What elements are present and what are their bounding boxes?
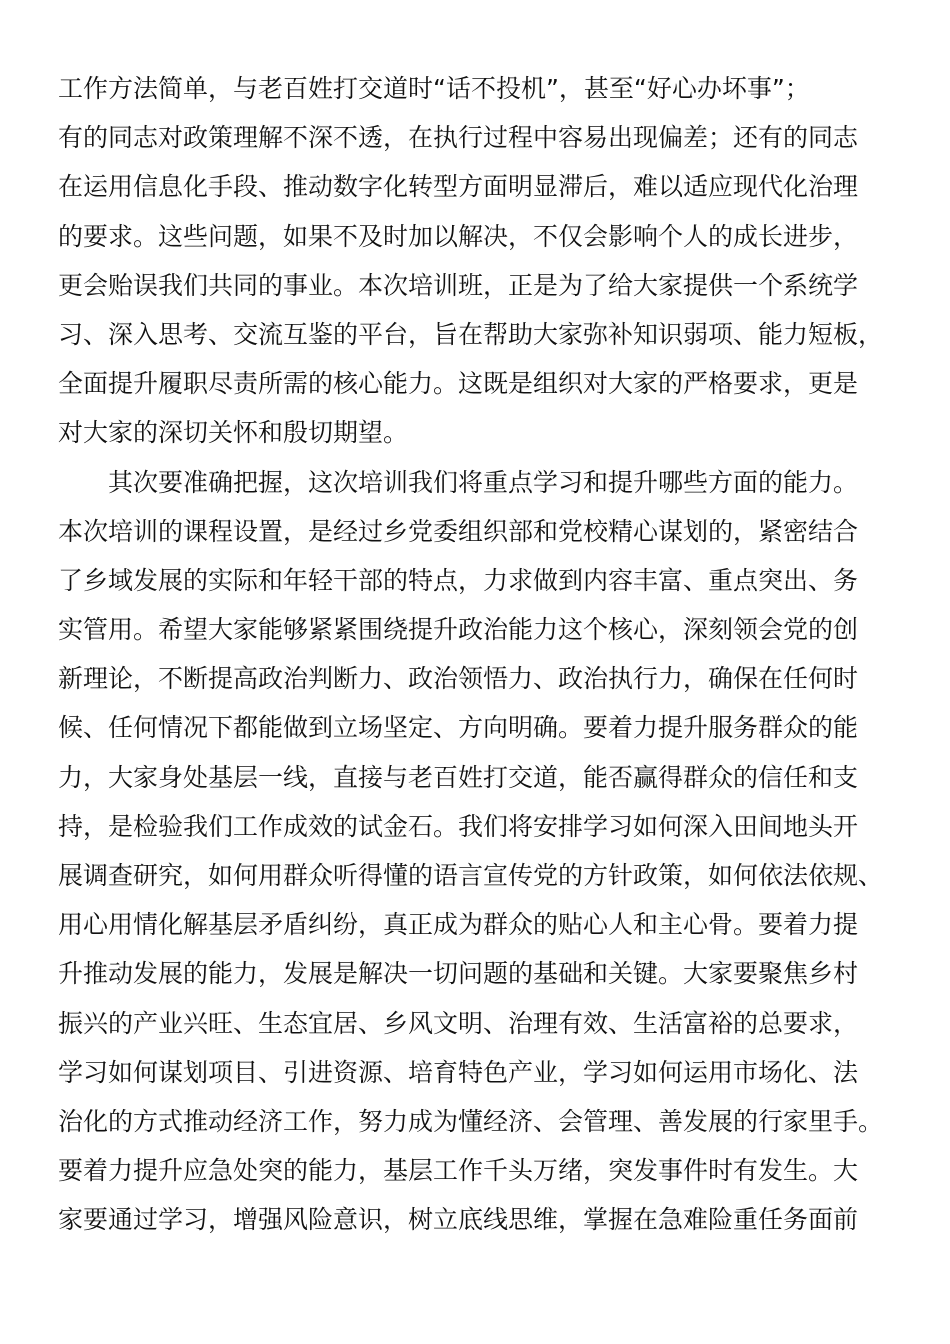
text-line: 治化的方式推动经济工作，努力成为懂经济、会管理、善发展的行家里手。 — [58, 1106, 884, 1136]
text-line: 候、任何情况下都能做到立场坚定、方向明确。要着力提升服务群众的能 — [58, 713, 859, 743]
text-line: 新理论，不断提高政治判断力、政治领悟力、政治执行力，确保在任何时 — [58, 664, 859, 694]
text-line: 振兴的产业兴旺、生态宜居、乡风文明、治理有效、生活富裕的总要求， — [58, 1008, 859, 1038]
text-line: 用心用情化解基层矛盾纠纷，真正成为群众的贴心人和主心骨。要着力提 — [58, 910, 859, 940]
text-line: 家要通过学习，增强风险意识，树立底线思维，掌握在急难险重任务面前 — [58, 1205, 859, 1235]
text-line: 力，大家身处基层一线，直接与老百姓打交道，能否赢得群众的信任和支 — [58, 762, 859, 792]
paragraph-start-line: 其次要准确把握，这次培训我们将重点学习和提升哪些方面的能力。 — [108, 467, 859, 497]
text-line: 在运用信息化手段、推动数字化转型方面明显滞后，难以适应现代化治理 — [58, 172, 859, 202]
text-line: 了乡域发展的实际和年轻干部的特点，力求做到内容丰富、重点突出、务 — [58, 565, 859, 595]
text-line: 对大家的深切关怀和殷切期望。 — [58, 418, 409, 448]
text-line: 展调查研究，如何用群众听得懂的语言宣传党的方针政策，如何依法依规、 — [58, 861, 884, 890]
text-line: 升推动发展的能力，发展是解决一切问题的基础和关键。大家要聚焦乡村 — [58, 959, 859, 989]
text-line: 持，是检验我们工作成效的试金石。我们将安排学习如何深入田间地头开 — [58, 811, 859, 841]
text-line: 实管用。希望大家能够紧紧围绕提升政治能力这个核心，深刻领会党的创 — [58, 615, 859, 645]
text-line: 更会贻误我们共同的事业。本次培训班，正是为了给大家提供一个系统学 — [58, 270, 859, 300]
text-line: 的要求。这些问题，如果不及时加以解决，不仅会影响个人的成长进步， — [58, 221, 859, 251]
text-line: 要着力提升应急处突的能力，基层工作千头万绪，突发事件时有发生。大 — [58, 1156, 859, 1186]
text-line: 习、深入思考、交流互鉴的平台，旨在帮助大家弥补知识弱项、能力短板， — [58, 319, 884, 349]
text-line: 有的同志对政策理解不深不透，在执行过程中容易出现偏差；还有的同志 — [58, 123, 859, 153]
text-line: 工作方法简单，与老百姓打交道时“话不投机”，甚至“好心办坏事”； — [58, 74, 810, 103]
text-line: 全面提升履职尽责所需的核心能力。这既是组织对大家的严格要求，更是 — [58, 369, 859, 399]
document-page — [58, 64, 900, 1245]
text-line: 学习如何谋划项目、引进资源、培育特色产业，学习如何运用市场化、法 — [58, 1057, 859, 1087]
text-line: 本次培训的课程设置，是经过乡党委组织部和党校精心谋划的，紧密结合 — [58, 516, 859, 546]
